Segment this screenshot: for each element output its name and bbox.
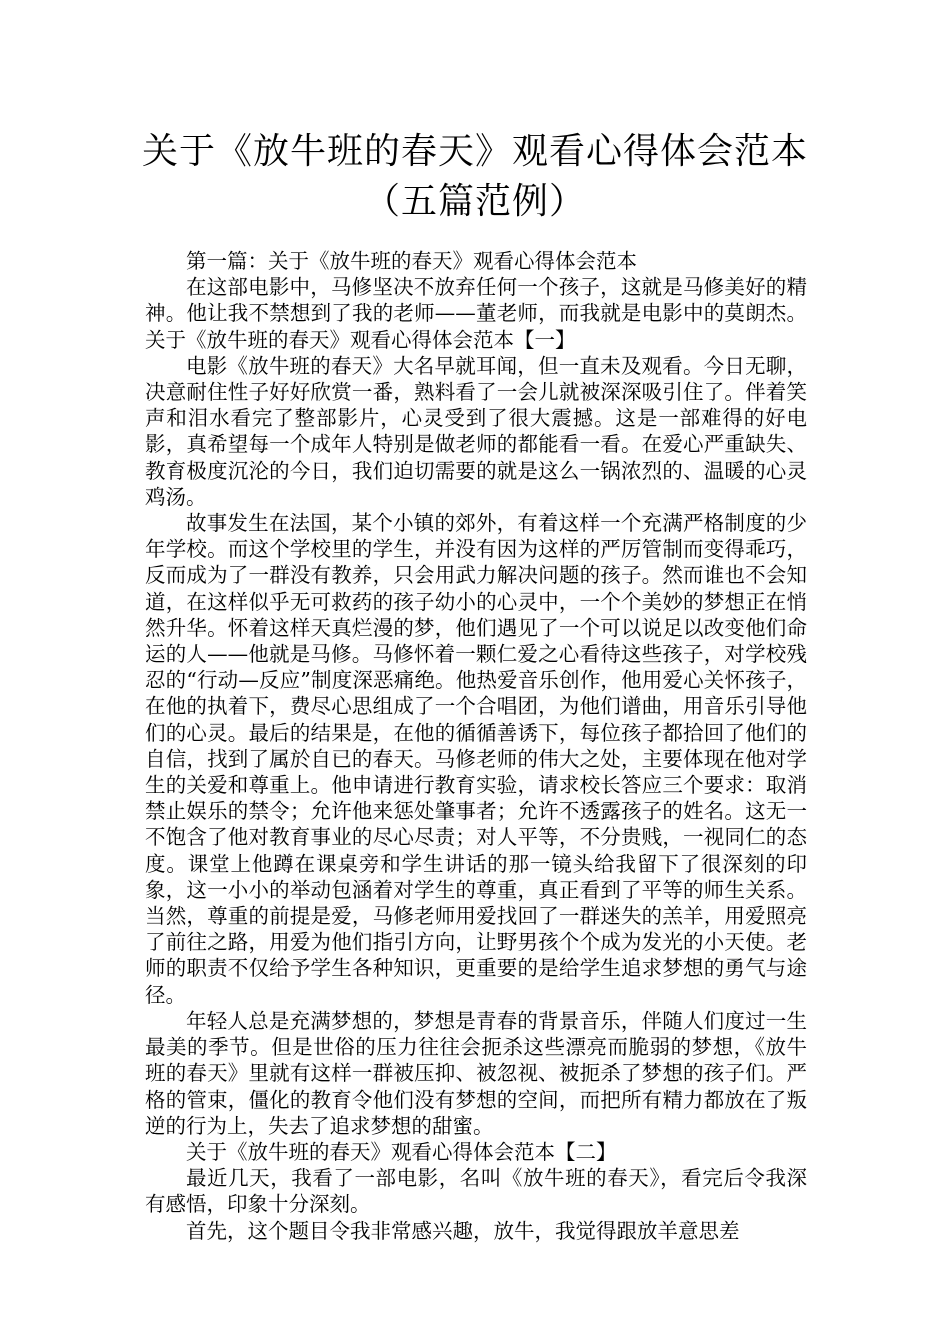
section-heading-2: 关于《放牛班的春天》观看心得体会范本【二】 (186, 1139, 617, 1164)
document-title-line2: （五篇范例） (363, 181, 586, 222)
paragraph-6: 首先，这个题目令我非常感兴趣，放牛，我觉得跟放羊意思差 (186, 1218, 740, 1243)
document-title-line1: 关于《放牛班的春天》观看心得体会范本 (141, 131, 808, 172)
paragraph-5: 最近几天，我看了一部电影，名叫《放牛班的春天》，看完后令我深有感悟，印象十分深刻。 (145, 1166, 807, 1217)
section-heading-1: 第一篇：关于《放牛班的春天》观看心得体会范本 (186, 249, 637, 273)
paragraph-1: 在这部电影中，马修坚决不放弃任何一个孩子，这就是马修美好的精神。他让我不禁想到了我的老师——董老师，而我就是电影中的莫朗杰。 关于《放牛班的春天》观看心得体会范本【一】 (145, 275, 807, 352)
paragraph-2: 电影《放牛班的春天》大名早就耳闻，但一直未及观看。今日无聊，决意耐住性子好好欣赏一番，熟料看了一会儿就被深深吸引住了。伴着笑声和泪水看完了整部影片，心灵受到了很大震撼。这是一部难得的好电影，真希望每一个成年人特别是做老师的都能看一看。在爱心严重缺失、教育极度沉沦的今日，我们迫切需要的就是这么一锅浓烈的、温暖的心灵鸡汤。 (145, 353, 807, 509)
paragraph-3: 故事发生在法国，某个小镇的郊外，有着这样一个充满严格制度的少年学校。而这个学校里的学生，并没有因为这样的严厉管制而变得乖巧，反而成为了一群没有教养，只会用武力解决问题的孩子。然而谁也不会知道，在这样似乎无可救药的孩子幼小的心灵中，一个个美妙的梦想正在悄然升华。怀着这样天真烂漫的梦，他们遇见了一个可以说足以改变他们命运的人——他就是马修。马修怀着一颗仁爱之心看待这些孩子，对学校残忍的“行动—反应”制度深恶痛绝。他热爱音乐创作，他用爱心关怀孩子，在他的执着下，费尽心思组成了一个合唱团，为他们谱曲，用音乐引导他们的心灵。最后的结果是，在他的循循善诱下，每位孩子都拾回了他们的自信，找到了属於自已的春天。马修老师的伟大之处，主要体现在他对学生的关爱和尊重上。他申请进行教育实验，请求校长答应三个要求：取消禁止娱乐的禁令；允许他来惩处肇事者；允许不透露孩子的姓名。这无一不饱含了他对教育事业的尽心尽责；对人平等，不分贵贱，一视同仁的态度。课堂上他蹲在课桌旁和学生讲话的那一镜头给我留下了很深刻的印象，这一小小的举动包涵着对学生的尊重，真正看到了平等的师生关系。当然，尊重的前提是爱，马修老师用爱找回了一群迷失的羔羊，用爱照亮了前往之路，用爱为他们指引方向，让野男孩个个成为发光的小天使。老师的职责不仅给予学生各种知识，更重要的是给学生追求梦想的勇气与途径。 (145, 511, 807, 1007)
document-body (145, 248, 807, 1244)
paragraph-4: 年轻人总是充满梦想的，梦想是青春的背景音乐，伴随人们度过一生最美的季节。但是世俗的压力往往会扼杀这些漂亮而脆弱的梦想，《放牛班的春天》里就有这样一群被压抑、被忽视、被扼杀了梦想的孩子们。严格的管束，僵化的教育令他们没有梦想的空间，而把所有精力都放在了叛逆的行为上，失去了追求梦想的甜蜜。 (145, 1008, 807, 1138)
